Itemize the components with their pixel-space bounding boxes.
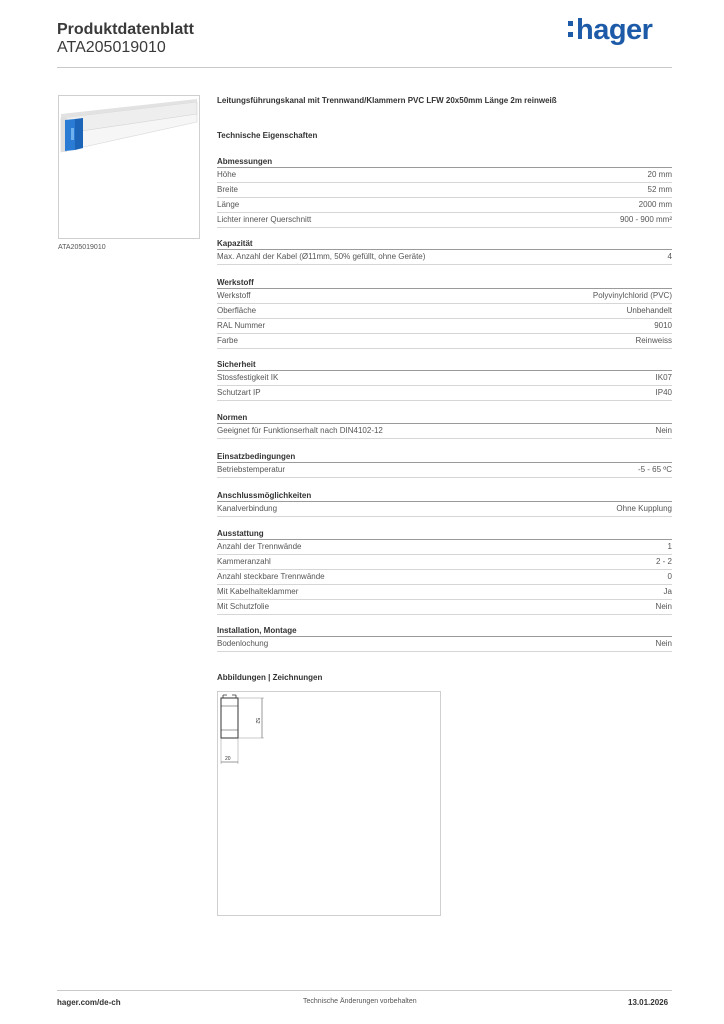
logo-dots-icon xyxy=(568,19,574,41)
section-title: Anschlussmöglichkeiten xyxy=(217,490,672,502)
table-row: Mit Kabelhalteklammer Ja xyxy=(217,585,672,600)
table-row: Kammeranzahl 2 - 2 xyxy=(217,555,672,570)
table-row: Höhe 20 mm xyxy=(217,168,672,183)
table-row: RAL Nummer 9010 xyxy=(217,319,672,334)
footer-website: hager.com/de-ch xyxy=(57,998,121,1007)
product-title: Leitungsführungskanal mit Trennwand/Klammern PVC LFW 20x50mm Länge 2m reinweiß xyxy=(217,96,557,105)
cross-section-drawing-icon xyxy=(218,692,440,915)
table-row: Anzahl der Trennwände 1 xyxy=(217,540,672,555)
section-dimensions xyxy=(217,156,672,228)
table-row: Stossfestigkeit IK IK07 xyxy=(217,371,672,386)
section-standards xyxy=(217,412,672,439)
section-title: Abmessungen xyxy=(217,156,672,168)
footer-disclaimer: Technische Änderungen vorbehalten xyxy=(303,998,417,1005)
table-row: Breite 52 mm xyxy=(217,183,672,198)
table-row: Mit Schutzfolie Nein xyxy=(217,600,672,615)
section-safety xyxy=(217,359,672,401)
page-title: Produktdatenblatt xyxy=(57,21,194,38)
section-title: Sicherheit xyxy=(217,359,672,371)
table-row: Lichter innerer Querschnitt 900 - 900 mm² xyxy=(217,213,672,228)
table-row: Länge 2000 mm xyxy=(217,198,672,213)
section-title: Werkstoff xyxy=(217,277,672,289)
table-row: Kanalverbindung Ohne Kupplung xyxy=(217,502,672,517)
section-title: Einsatzbedingungen xyxy=(217,451,672,463)
section-title: Installation, Montage xyxy=(217,625,672,637)
logo-text: hager xyxy=(576,14,653,46)
table-row: Anzahl steckbare Trennwände 0 xyxy=(217,570,672,585)
technical-drawing xyxy=(217,691,441,916)
header-divider xyxy=(57,67,672,68)
product-image xyxy=(58,95,200,239)
article-number: ATA205019010 xyxy=(57,39,166,56)
cable-duct-icon xyxy=(59,96,199,238)
table-row: Werkstoff Polyvinylchlorid (PVC) xyxy=(217,289,672,304)
table-row: Bodenlochung Nein xyxy=(217,637,672,652)
table-row: Betriebstemperatur -5 - 65 ºC xyxy=(217,463,672,478)
section-title: Normen xyxy=(217,412,672,424)
section-capacity xyxy=(217,238,672,265)
table-row: Max. Anzahl der Kabel (Ø11mm, 50% gefüllt, ohne Geräte) 4 xyxy=(217,250,672,265)
footer-date: 13.01.2026 xyxy=(628,998,669,1007)
table-row: Geeignet für Funktionserhalt nach DIN4102-12 Nein xyxy=(217,424,672,439)
footer-divider xyxy=(57,990,672,991)
image-caption: ATA205019010 xyxy=(58,244,106,251)
section-equipment xyxy=(217,528,672,615)
figures-title: Abbildungen | Zeichnungen xyxy=(217,673,323,682)
hager-logo xyxy=(568,14,652,47)
section-conditions xyxy=(217,451,672,478)
tech-properties-title: Technische Eigenschaften xyxy=(217,131,318,140)
section-title: Kapazität xyxy=(217,238,672,250)
section-installation xyxy=(217,625,672,652)
table-row: Oberfläche Unbehandelt xyxy=(217,304,672,319)
section-connections xyxy=(217,490,672,517)
table-row: Schutzart IP IP40 xyxy=(217,386,672,401)
section-title: Ausstattung xyxy=(217,528,672,540)
section-material xyxy=(217,277,672,349)
drawing-width-label: 20 xyxy=(225,756,231,762)
table-row: Farbe Reinweiss xyxy=(217,334,672,349)
drawing-height-label: 52 xyxy=(254,718,260,724)
